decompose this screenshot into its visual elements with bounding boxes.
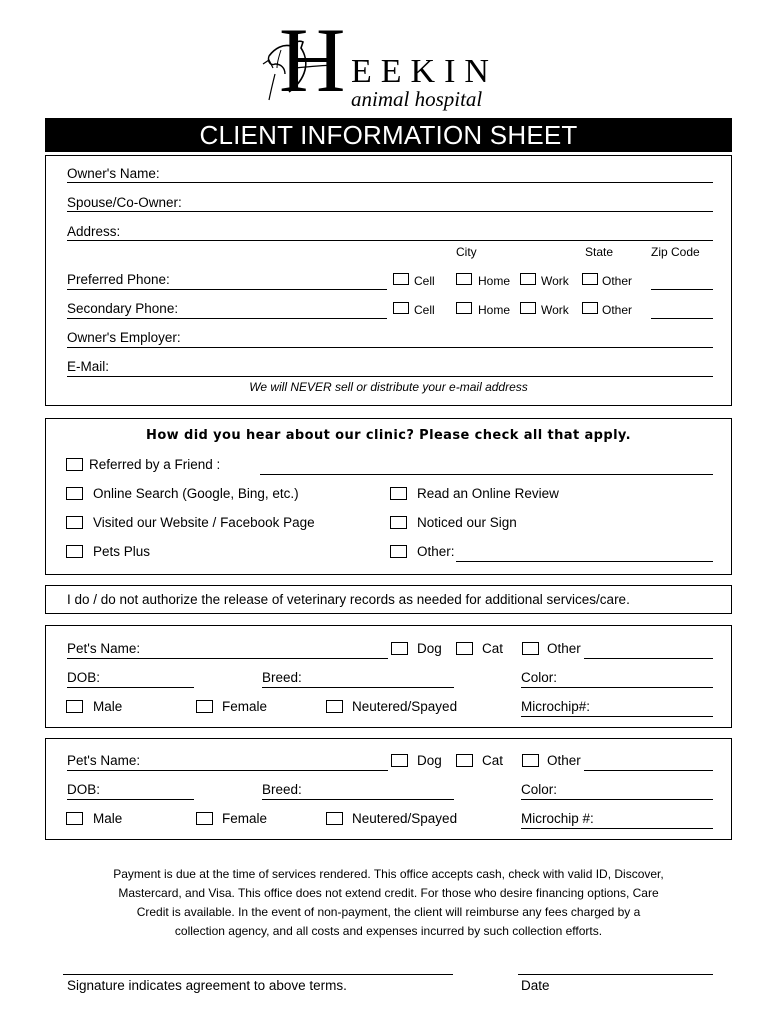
secondary-phone-field[interactable] (67, 318, 387, 319)
pet2-name-label: Pet's Name: (67, 753, 141, 768)
website-label: Visited our Website / Facebook Page (93, 515, 315, 530)
owner-name-field[interactable] (67, 182, 713, 183)
spouse-field[interactable] (67, 211, 713, 212)
online-search-checkbox[interactable] (66, 487, 83, 500)
city-label: City (456, 245, 477, 259)
pet2-color-label: Color: (521, 782, 558, 797)
referral-other-field[interactable] (456, 561, 713, 562)
preferred-home-label: Home (478, 274, 511, 288)
authorization-text: I do / do not authorize the release of veterinary records as needed for additional services/care. (67, 592, 630, 607)
referral-question: How did you hear about our clinic? Please check all that apply. (146, 428, 631, 443)
payment-terms (45, 865, 732, 941)
pets-plus-checkbox[interactable] (66, 545, 83, 558)
signature-label: Signature indicates agreement to above terms. (67, 978, 347, 993)
payment-line-2: Mastercard, and Visa. This office does not extend credit. For those who desire financing options, Care (118, 886, 659, 900)
pet1-dog-label: Dog (417, 641, 442, 656)
pet1-color-field[interactable] (521, 687, 713, 688)
online-review-checkbox[interactable] (390, 487, 407, 500)
pet2-cat-checkbox[interactable] (456, 754, 473, 767)
secondary-home-label: Home (478, 303, 511, 317)
secondary-cell-checkbox[interactable] (393, 302, 409, 314)
signature-field[interactable] (63, 974, 453, 975)
referred-friend-field[interactable] (260, 474, 713, 475)
pet1-other-field[interactable] (584, 658, 713, 659)
online-search-label: Online Search (Google, Bing, etc.) (93, 486, 299, 501)
pet1-color-label: Color: (521, 670, 558, 685)
website-checkbox[interactable] (66, 516, 83, 529)
pet2-female-label: Female (222, 811, 268, 826)
referred-friend-checkbox[interactable] (66, 458, 83, 471)
secondary-work-checkbox[interactable] (520, 302, 536, 314)
pet1-neutered-label: Neutered/Spayed (352, 699, 458, 714)
online-review-label: Read an Online Review (417, 486, 559, 501)
pet1-male-checkbox[interactable] (66, 700, 83, 713)
pet2-breed-label: Breed: (262, 782, 302, 797)
secondary-work-label: Work (541, 303, 569, 317)
logo-initial: H (279, 9, 344, 111)
employer-field[interactable] (67, 347, 713, 348)
pet1-name-label: Pet's Name: (67, 641, 141, 656)
date-field[interactable] (518, 974, 713, 975)
pet1-neutered-checkbox[interactable] (326, 700, 343, 713)
preferred-cell-label: Cell (414, 274, 435, 288)
date-label: Date (521, 978, 550, 993)
preferred-home-checkbox[interactable] (456, 273, 472, 285)
preferred-phone-field[interactable] (67, 289, 387, 290)
pet1-breed-field[interactable] (262, 687, 454, 688)
sign-checkbox[interactable] (390, 516, 407, 529)
payment-line-4: collection agency, and all costs and expenses incurred by such collection efforts. (174, 924, 603, 938)
pets-plus-label: Pets Plus (93, 544, 151, 559)
pet1-name-field[interactable] (67, 658, 388, 659)
pet2-breed-field[interactable] (262, 799, 454, 800)
pet1-breed-label: Breed: (262, 670, 302, 685)
pet2-neutered-checkbox[interactable] (326, 812, 343, 825)
preferred-work-label: Work (541, 274, 569, 288)
pet2-neutered-label: Neutered/Spayed (352, 811, 458, 826)
secondary-other-label: Other (602, 303, 633, 317)
pet1-cat-label: Cat (482, 641, 504, 656)
address-field[interactable] (67, 240, 713, 241)
employer-label: Owner's Employer: (67, 330, 181, 345)
pet1-male-label: Male (93, 699, 123, 714)
referred-friend-label: Referred by a Friend : (89, 457, 221, 472)
pet2-microchip-label: Microchip #: (521, 811, 594, 826)
sign-label: Noticed our Sign (417, 515, 517, 530)
pet1-female-checkbox[interactable] (196, 700, 213, 713)
pet1-female-label: Female (222, 699, 268, 714)
preferred-other-label: Other (602, 274, 633, 288)
referral-other-checkbox[interactable] (390, 545, 407, 558)
pet2-female-checkbox[interactable] (196, 812, 213, 825)
pet2-name-field[interactable] (67, 770, 388, 771)
pet2-other-label: Other (547, 753, 581, 768)
pet1-dob-field[interactable] (67, 687, 194, 688)
secondary-other-checkbox[interactable] (582, 302, 598, 314)
logo-subtitle: animal hospital (351, 87, 483, 111)
pet2-other-field[interactable] (584, 770, 713, 771)
pet2-dog-checkbox[interactable] (391, 754, 408, 767)
preferred-other-checkbox[interactable] (582, 273, 598, 285)
email-note: We will NEVER sell or distribute your e-mail address (249, 380, 528, 394)
hospital-logo (255, 9, 525, 111)
preferred-work-checkbox[interactable] (520, 273, 536, 285)
owner-name-label: Owner's Name: (67, 166, 160, 181)
pet1-microchip-field[interactable] (521, 716, 713, 717)
address-label: Address: (67, 224, 121, 239)
pet2-cat-label: Cat (482, 753, 504, 768)
pet2-microchip-field[interactable] (521, 828, 713, 829)
page-title: CLIENT INFORMATION SHEET (45, 118, 732, 152)
pet1-other-checkbox[interactable] (522, 642, 539, 655)
referral-other-label: Other: (417, 544, 455, 559)
spouse-label: Spouse/Co-Owner: (67, 195, 182, 210)
email-label: E-Mail: (67, 359, 110, 374)
pet1-microchip-label: Microchip#: (521, 699, 591, 714)
pet2-male-checkbox[interactable] (66, 812, 83, 825)
pet1-dog-checkbox[interactable] (391, 642, 408, 655)
payment-line-1: Payment is due at the time of services rendered. This office accepts cash, check with valid ID, Discover, (113, 867, 664, 881)
pet2-dog-label: Dog (417, 753, 442, 768)
pet1-dob-label: DOB: (67, 670, 101, 685)
preferred-phone-label: Preferred Phone: (67, 272, 170, 287)
logo-brand-text: EEKIN (351, 53, 498, 90)
secondary-cell-label: Cell (414, 303, 435, 317)
secondary-home-checkbox[interactable] (456, 302, 472, 314)
pet2-dob-label: DOB: (67, 782, 101, 797)
zip-label: Zip Code (651, 245, 700, 259)
pet2-color-field[interactable] (521, 799, 713, 800)
state-label: State (585, 245, 614, 259)
pet2-dob-field[interactable] (67, 799, 194, 800)
secondary-phone-other-field[interactable] (651, 318, 713, 319)
payment-line-3: Credit is available. In the event of non-payment, the client will reimburse any fees charged by a (136, 905, 641, 919)
pet1-cat-checkbox[interactable] (456, 642, 473, 655)
preferred-cell-checkbox[interactable] (393, 273, 409, 285)
email-field[interactable] (67, 376, 713, 377)
pet2-other-checkbox[interactable] (522, 754, 539, 767)
preferred-phone-other-field[interactable] (651, 289, 713, 290)
pet1-other-label: Other (547, 641, 581, 656)
secondary-phone-label: Secondary Phone: (67, 301, 179, 316)
pet2-male-label: Male (93, 811, 123, 826)
